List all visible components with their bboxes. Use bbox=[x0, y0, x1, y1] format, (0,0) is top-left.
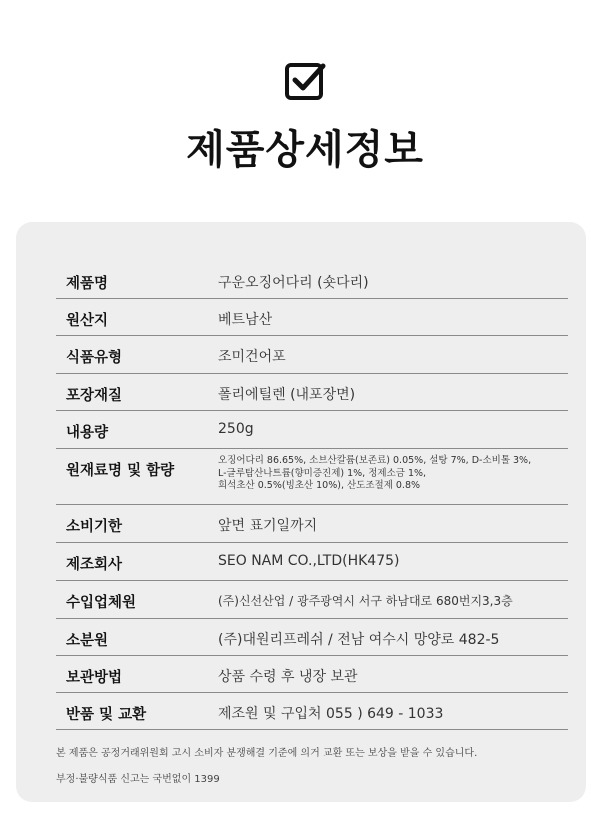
notice-line: 본 제품은 공정거래위원회 고시 소비자 분쟁해결 기준에 의거 교환 또는 보상을 받을 수 있습니다. bbox=[56, 748, 478, 759]
page-title: 제품상세정보 bbox=[186, 127, 424, 173]
row-value: 구운오징어다리 (숏다리) bbox=[218, 275, 369, 291]
info-row-repacker bbox=[56, 619, 568, 656]
info-row-net-weight bbox=[56, 411, 568, 449]
row-label: 제조회사 bbox=[66, 557, 123, 573]
info-row-food-type bbox=[56, 336, 568, 374]
info-row-importer bbox=[56, 581, 568, 619]
row-label: 포장재질 bbox=[66, 388, 123, 404]
row-value: 베트남산 bbox=[218, 312, 273, 328]
row-value: 제조원 및 구입처 055 ) 649 - 1033 bbox=[218, 706, 444, 722]
row-value: (주)대원리프레쉬 / 전남 여수시 망양로 482-5 bbox=[218, 632, 500, 648]
report-line: 부정·불량식품 신고는 국번없이 1399 bbox=[56, 774, 220, 785]
row-label: 수입업체원 bbox=[66, 595, 137, 611]
row-value: 상품 수령 후 냉장 보관 bbox=[218, 669, 358, 685]
info-row-origin bbox=[56, 299, 568, 336]
ingredients-line: 희석초산 0.5%(빙초산 10%), 산도조절제 0.8% bbox=[218, 480, 421, 491]
row-label: 원산지 bbox=[66, 313, 109, 329]
check-square-icon bbox=[284, 60, 326, 102]
info-row-manufacturer bbox=[56, 543, 568, 581]
info-row-returns bbox=[56, 693, 568, 730]
row-value: SEO NAM CO.,LTD(HK475) bbox=[218, 553, 400, 569]
row-label: 보관방법 bbox=[66, 670, 123, 686]
row-label: 제품명 bbox=[66, 276, 109, 292]
info-row-packaging bbox=[56, 374, 568, 411]
row-label: 식품유형 bbox=[66, 350, 123, 366]
row-value: 폴리에틸렌 (내포장면) bbox=[218, 387, 356, 403]
row-label: 소비기한 bbox=[66, 519, 123, 535]
product-info-panel bbox=[16, 222, 586, 802]
ingredients-line: 오징어다리 86.65%, 소브산칼륨(보존료) 0.05%, 설탕 7%, D-소비톨 3%, bbox=[218, 455, 532, 466]
row-label: 원재료명 및 함량 bbox=[66, 463, 175, 479]
row-label: 소분원 bbox=[66, 633, 109, 649]
info-row-ingredients bbox=[56, 449, 568, 505]
row-label: 반품 및 교환 bbox=[66, 707, 147, 723]
row-value: 앞면 표기일까지 bbox=[218, 518, 318, 534]
info-row-expiry bbox=[56, 505, 568, 543]
info-row-product-name bbox=[56, 262, 568, 299]
info-row-storage bbox=[56, 656, 568, 693]
ingredients-line: L-글루탐산나트륨(향미증진제) 1%, 정제소금 1%, bbox=[218, 467, 427, 479]
ingredients-text bbox=[218, 455, 548, 493]
row-value: 조미건어포 bbox=[218, 349, 286, 365]
row-value: (주)신선산업 / 광주광역시 서구 하남대로 680번지3,3층 bbox=[218, 594, 513, 608]
row-label: 내용량 bbox=[66, 425, 109, 441]
row-value: 250g bbox=[218, 421, 254, 437]
